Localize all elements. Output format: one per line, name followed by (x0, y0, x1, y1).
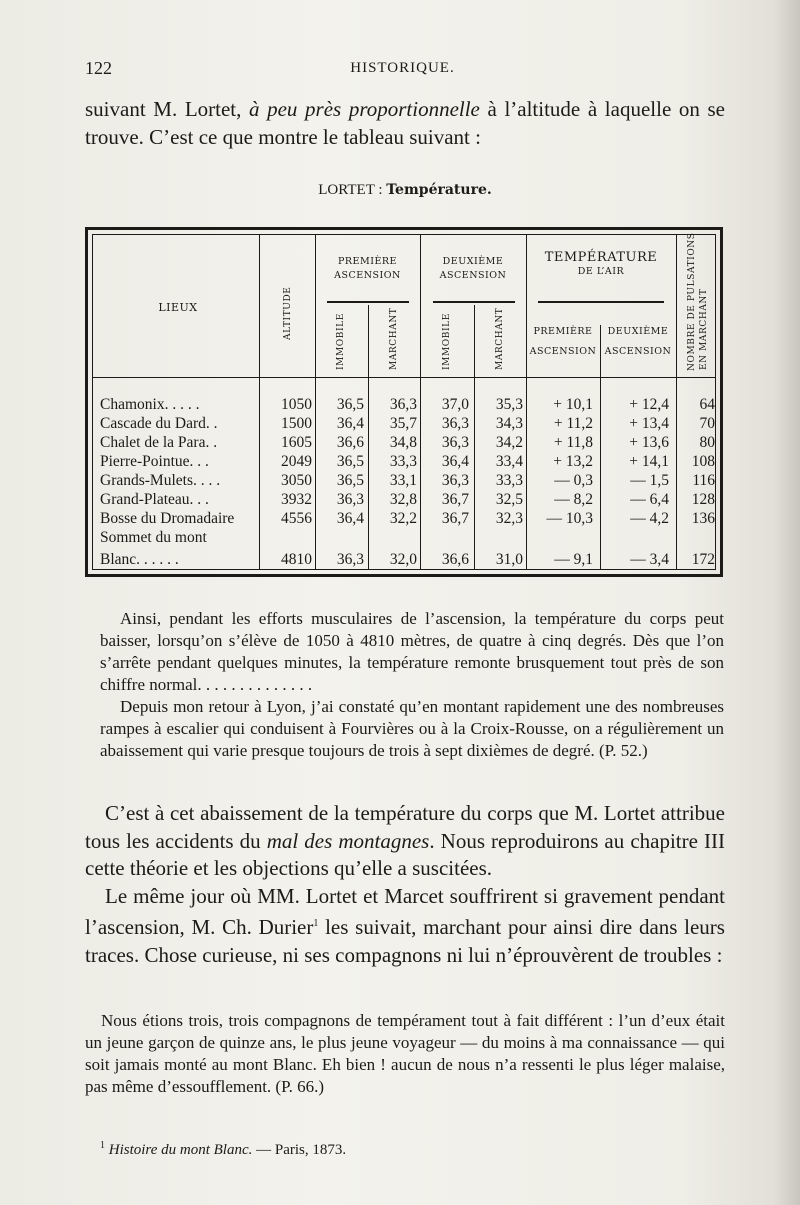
cell-temp-premiere: + 11,8 (553, 434, 593, 451)
quote-paragraph: Nous étions trois, trois compagnons de tempérament tout à fait différent : l’un d’eux était un jeune garçon de quinze ans, le plus jeune voyageur — du moins à ma connaissance — qui soit jamais monté au mont Blanc. Eh bien ! aucun de nous n’a ressenti le plus léger malaise, pas même d’essoufflement. (P. 66.) (85, 1011, 725, 1096)
header-line: ASCENSION (334, 270, 401, 281)
table-row (92, 415, 718, 435)
header-pulsations-2: EN MARCHANT (699, 288, 709, 370)
cell-lieu: Chamonix. . . . . (100, 396, 200, 413)
cell-pulsations: 128 (691, 491, 715, 508)
cell-temp-deuxieme: — 6,4 (630, 491, 669, 508)
cell-deuxieme-marchant: 32,3 (495, 510, 523, 527)
intro-italic: à peu près proportionnelle (249, 97, 480, 121)
table-row (92, 434, 718, 454)
sub-rule (433, 301, 515, 303)
cell-deuxieme-immobile: 36,7 (441, 491, 469, 508)
cell-altitude: 1605 (281, 434, 312, 451)
cell-pulsations: 70 (699, 415, 715, 432)
cell-temp-deuxieme: + 14,1 (629, 453, 669, 470)
table-caption (85, 182, 725, 199)
header-altitude: ALTITUDE (283, 286, 293, 340)
cell-premiere-immobile: 36,5 (336, 453, 364, 470)
cell-premiere-marchant: 33,3 (389, 453, 417, 470)
body-text: . Nous reproduirons au chapitre III cette théorie et les objections qu’elle a suscitées. (85, 828, 725, 880)
cell-lieu: Grand-Plateau. . . (100, 491, 209, 508)
header-marchant-2: MARCHANT (495, 307, 505, 370)
cell-premiere-marchant: 33,1 (389, 472, 417, 489)
cell-lieu: Sommet du mont (100, 529, 207, 546)
header-temp-deuxieme (600, 325, 676, 359)
page-edge-shadow (774, 0, 800, 1205)
cell-premiere-immobile: 36,6 (336, 434, 364, 451)
table-row (92, 510, 718, 530)
cell-altitude: 2049 (281, 453, 312, 470)
caption-bold: Température. (386, 182, 492, 198)
cell-premiere-marchant: 34,8 (389, 434, 417, 451)
cell-temp-deuxieme: + 13,4 (629, 415, 669, 432)
table-row (92, 529, 718, 549)
body-text: les suivait, marchant pour ainsi dire dans leurs traces. Chose curieuse, ni ses compagnons ni lui n’éprouvèrent de troubles : (85, 915, 725, 967)
cell-altitude: 3932 (281, 491, 312, 508)
cell-deuxieme-marchant: 34,2 (495, 434, 523, 451)
footnote-title: Histoire du mont Blanc. (108, 1142, 253, 1158)
table-row (92, 472, 718, 492)
cell-premiere-immobile: 36,5 (336, 472, 364, 489)
footnote (100, 1140, 720, 1159)
running-title: HISTORIQUE. (350, 60, 455, 76)
cell-pulsations: 116 (692, 472, 715, 489)
cell-lieu: Cascade du Dard. . (100, 415, 218, 432)
cell-altitude: 1500 (281, 415, 312, 432)
cell-temp-premiere: + 13,2 (553, 453, 593, 470)
cell-temp-deuxieme: + 13,6 (629, 434, 669, 451)
cell-deuxieme-immobile: 36,7 (441, 510, 469, 527)
cell-pulsations: 172 (691, 551, 715, 568)
cell-lieu: Bosse du Dromadaire (100, 510, 235, 527)
cell-deuxieme-marchant: 33,3 (495, 472, 523, 489)
header-line: DEUXIÈME (442, 256, 504, 267)
intro-text-b: à l’altitude à laquelle on se trouve. C’est ce que montre le tableau suivant : (85, 97, 725, 149)
sub-rule (327, 301, 409, 303)
cell-pulsations: 64 (699, 396, 715, 413)
header-line: ASCENSION (529, 346, 597, 357)
quote-paragraph: Ainsi, pendant les efforts musculaires de l’ascension, la température du corps peut baisser, lorsqu’on s’élève de 1050 à 4810 mètres, de quatre à cinq degrés. Dès que l’on s’arrête pendant quelques minutes, la température remonte brusquement tout près de son chiffre normal. . . . . . . . . . . . . . (100, 609, 724, 694)
cell-premiere-marchant: 32,2 (389, 510, 417, 527)
cell-temp-premiere: — 8,2 (554, 491, 593, 508)
body-text: C’est à cet abaissement de la température du corps que M. Lortet attribue tous les accidents du (85, 801, 725, 853)
cell-premiere-marchant: 36,3 (389, 396, 417, 413)
cell-pulsations: 136 (691, 510, 715, 527)
cell-lieu: Chalet de la Para. . (100, 434, 218, 451)
cell-deuxieme-immobile: 36,4 (441, 453, 469, 470)
footnote-mark: 1 (100, 1140, 105, 1151)
intro-text-a: suivant M. Lortet, (85, 97, 249, 121)
header-line: DE L’AIR (577, 266, 625, 277)
header-immobile-1: IMMOBILE (336, 313, 346, 370)
header-rule (93, 377, 715, 378)
quote-durier (85, 1010, 725, 1098)
cell-temp-deuxieme: — 3,4 (630, 551, 669, 568)
cell-temp-premiere: + 10,1 (553, 396, 593, 413)
header-premiere-ascension (315, 255, 420, 283)
cell-deuxieme-immobile: 36,6 (441, 551, 469, 568)
page-number: 122 (85, 58, 112, 78)
cell-deuxieme-marchant: 34,3 (495, 415, 523, 432)
body-paragraphs (85, 800, 725, 969)
header-line: PREMIÈRE (338, 256, 397, 267)
footnote-text: — Paris, 1873. (252, 1142, 347, 1158)
header-line: TEMPÉRATURE (544, 250, 658, 265)
sub-rule (538, 301, 664, 303)
caption-prefix: LORTET : (318, 182, 387, 198)
intro-paragraph (85, 95, 725, 151)
page-header (85, 58, 720, 82)
table-row (92, 453, 718, 473)
cell-deuxieme-immobile: 36,3 (441, 434, 469, 451)
cell-deuxieme-marchant: 31,0 (495, 551, 523, 568)
body-paragraph (85, 800, 725, 883)
cell-premiere-immobile: 36,4 (336, 415, 364, 432)
cell-pulsations: 108 (691, 453, 715, 470)
cell-altitude: 3050 (281, 472, 312, 489)
table-row (92, 396, 718, 416)
cell-premiere-immobile: 36,3 (336, 551, 364, 568)
cell-lieu: Pierre-Pointue. . . (100, 453, 209, 470)
cell-lieu: Blanc. . . . . . (100, 551, 179, 568)
cell-altitude: 1050 (281, 396, 312, 413)
header-deuxieme-ascension (420, 255, 526, 283)
cell-lieu: Grands-Mulets. . . . (100, 472, 221, 489)
cell-temp-deuxieme: — 1,5 (630, 472, 669, 489)
header-lieux: LIEUX (158, 301, 198, 314)
cell-premiere-immobile: 36,3 (336, 491, 364, 508)
header-marchant-1: MARCHANT (389, 307, 399, 370)
header-line: ASCENSION (439, 270, 507, 281)
cell-temp-premiere: + 11,2 (553, 415, 593, 432)
cell-premiere-immobile: 36,4 (336, 510, 364, 527)
footnote-ref: 1 (313, 918, 319, 929)
cell-temp-deuxieme: — 4,2 (630, 510, 669, 527)
cell-premiere-marchant: 32,8 (389, 491, 417, 508)
body-text: Le même jour où MM. Lortet et Marcet souffrirent si gravement pendant l’ascension, M. Ch. Durier (85, 883, 725, 939)
cell-deuxieme-immobile: 36,3 (441, 472, 469, 489)
cell-deuxieme-immobile: 37,0 (441, 396, 469, 413)
header-line: DEUXIÈME (607, 326, 669, 337)
header-immobile-2: IMMOBILE (442, 313, 452, 370)
temperature-table (85, 227, 723, 577)
cell-temp-premiere: — 0,3 (554, 472, 593, 489)
cell-deuxieme-immobile: 36,3 (441, 415, 469, 432)
body-paragraph (85, 883, 725, 970)
body-italic: mal des montagnes (266, 828, 430, 853)
quote-paragraph: Depuis mon retour à Lyon, j’ai constaté qu’en montant rapidement une des nombreuses rampes à escalier qui conduisent à Fourvières ou à la Croix-Rousse, on a régulièrement un abaissement qui varie presque toujours de trois à sept dixièmes de degré. (P. 52.) (100, 697, 724, 760)
cell-pulsations: 80 (699, 434, 715, 451)
cell-premiere-immobile: 36,5 (336, 396, 364, 413)
table-row (92, 551, 718, 571)
header-temp-premiere (526, 325, 600, 359)
cell-deuxieme-marchant: 35,3 (495, 396, 523, 413)
cell-deuxieme-marchant: 32,5 (495, 491, 523, 508)
table-row (92, 491, 718, 511)
cell-premiere-marchant: 35,7 (389, 415, 417, 432)
header-temperature-air (526, 251, 676, 279)
cell-deuxieme-marchant: 33,4 (495, 453, 523, 470)
header-pulsations-1: NOMBRE DE PULSATIONS (687, 232, 697, 371)
header-line: PREMIÈRE (533, 326, 593, 337)
quote-lortet (100, 608, 724, 762)
cell-premiere-marchant: 32,0 (389, 551, 417, 568)
cell-altitude: 4810 (281, 551, 312, 568)
header-line: ASCENSION (604, 346, 672, 357)
cell-temp-deuxieme: + 12,4 (629, 396, 669, 413)
cell-temp-premiere: — 10,3 (546, 510, 593, 527)
cell-altitude: 4556 (281, 510, 312, 527)
cell-temp-premiere: — 9,1 (554, 551, 593, 568)
